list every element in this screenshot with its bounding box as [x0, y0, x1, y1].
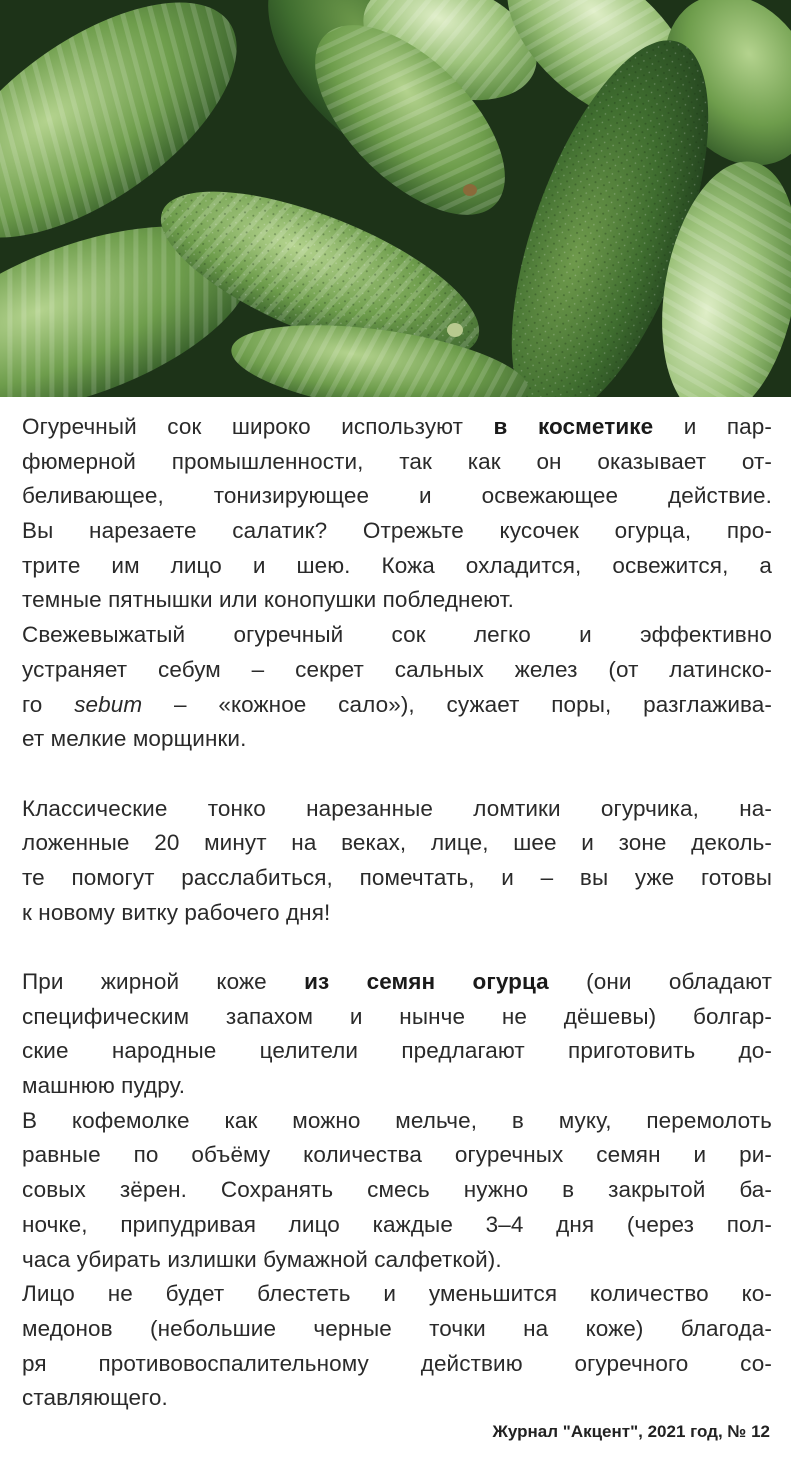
text-segment: совых зёрен. Сохранять смесь нужно в закрытой ба- — [22, 1177, 772, 1203]
text-line — [22, 1104, 772, 1139]
text-line — [22, 792, 772, 827]
bold-text: из семян огурца — [304, 969, 549, 994]
text-line — [22, 1208, 772, 1243]
text-segment: трите им лицо и шею. Кожа охладится, освежится, а — [22, 552, 772, 578]
paragraph — [22, 618, 772, 757]
paragraph — [22, 1277, 772, 1416]
text-segment: часа убирать излишки бумажной салфеткой). — [22, 1246, 502, 1272]
text-line — [22, 1069, 772, 1104]
text-segment: к новому витку рабочего дня! — [22, 899, 331, 925]
cucumbers-photo — [0, 0, 791, 397]
text-segment: Огуречный сок широко используют — [22, 414, 494, 439]
text-line — [22, 1138, 772, 1173]
text-segment: машнюю пудру. — [22, 1073, 186, 1099]
text-line — [22, 653, 772, 688]
text-line — [22, 826, 772, 861]
text-segment: ря противовоспалительному действию огуречного со- — [22, 1350, 772, 1376]
text-line — [22, 479, 772, 514]
text-line — [22, 688, 772, 723]
italic-text: sebum — [74, 691, 143, 717]
text-line — [22, 1243, 772, 1278]
paragraph-gap — [22, 757, 772, 792]
text-segment: те помогут расслабиться, помечтать, и – вы уже готовы — [22, 864, 772, 890]
text-segment: ские народные целители предлагают приготовить до- — [22, 1038, 772, 1064]
text-line — [22, 1000, 772, 1035]
text-line — [22, 1277, 772, 1312]
text-segment: фюмерной промышленности, так как он оказывает от- — [22, 448, 772, 474]
text-segment: и пар- — [653, 414, 772, 439]
text-segment: медонов (небольшие черные точки на коже) благода- — [22, 1315, 772, 1341]
paragraph — [22, 965, 772, 1104]
text-line — [22, 583, 772, 618]
text-line — [22, 445, 772, 480]
text-line — [22, 896, 772, 931]
text-segment: ставляющего. — [22, 1385, 168, 1411]
paragraph — [22, 792, 772, 931]
paragraph — [22, 410, 772, 618]
text-line — [22, 965, 772, 1000]
text-line — [22, 514, 772, 549]
text-line — [22, 1381, 772, 1416]
text-segment: беливающее, тонизирующее и освежающее действие. — [22, 483, 772, 509]
text-segment: ет мелкие морщинки. — [22, 726, 247, 752]
text-segment: ложенные 20 минут на веках, лице, шее и зоне деколь- — [22, 830, 772, 856]
text-line — [22, 410, 772, 445]
text-segment: равные по объёму количества огуречных семян и ри- — [22, 1142, 772, 1168]
text-line — [22, 722, 772, 757]
text-segment: Классические тонко нарезанные ломтики огурчика, на- — [22, 795, 772, 821]
paragraph — [22, 1104, 772, 1277]
text-line — [22, 1312, 772, 1347]
text-line — [22, 549, 772, 584]
text-line — [22, 618, 772, 653]
text-segment: – «кожное сало»), сужает поры, разглажива- — [142, 691, 772, 717]
text-segment: При жирной коже — [22, 969, 305, 994]
text-segment: го — [22, 691, 75, 717]
text-segment: устраняет себум – секрет сальных желез (от латинско- — [22, 656, 772, 682]
text-segment: Вы нарезаете салатик? Отрежьте кусочек огурца, про- — [22, 518, 772, 544]
text-segment: ночке, припудривая лицо каждые 3–4 дня (через пол- — [22, 1211, 772, 1237]
paragraph-gap — [22, 930, 772, 965]
text-line — [22, 861, 772, 896]
article-text — [22, 410, 772, 1416]
text-segment: В кофемолке как можно мельче, в муку, перемолоть — [22, 1107, 772, 1133]
magazine-credit: Журнал "Акцент", 2021 год, № 12 — [492, 1422, 770, 1441]
text-segment: специфическим запахом и нынче не дёшевы) болгар- — [22, 1003, 772, 1029]
text-segment: темные пятнышки или конопушки побледнеют. — [22, 587, 514, 613]
text-line — [22, 1034, 772, 1069]
text-segment: Лицо не будет блестеть и уменьшится количество ко- — [22, 1281, 772, 1307]
text-line — [22, 1173, 772, 1208]
text-segment: (они обладают — [548, 969, 772, 994]
bold-text: в косметике — [493, 414, 654, 439]
text-segment: Свежевыжатый огуречный сок легко и эффективно — [22, 622, 772, 648]
text-line — [22, 1347, 772, 1382]
